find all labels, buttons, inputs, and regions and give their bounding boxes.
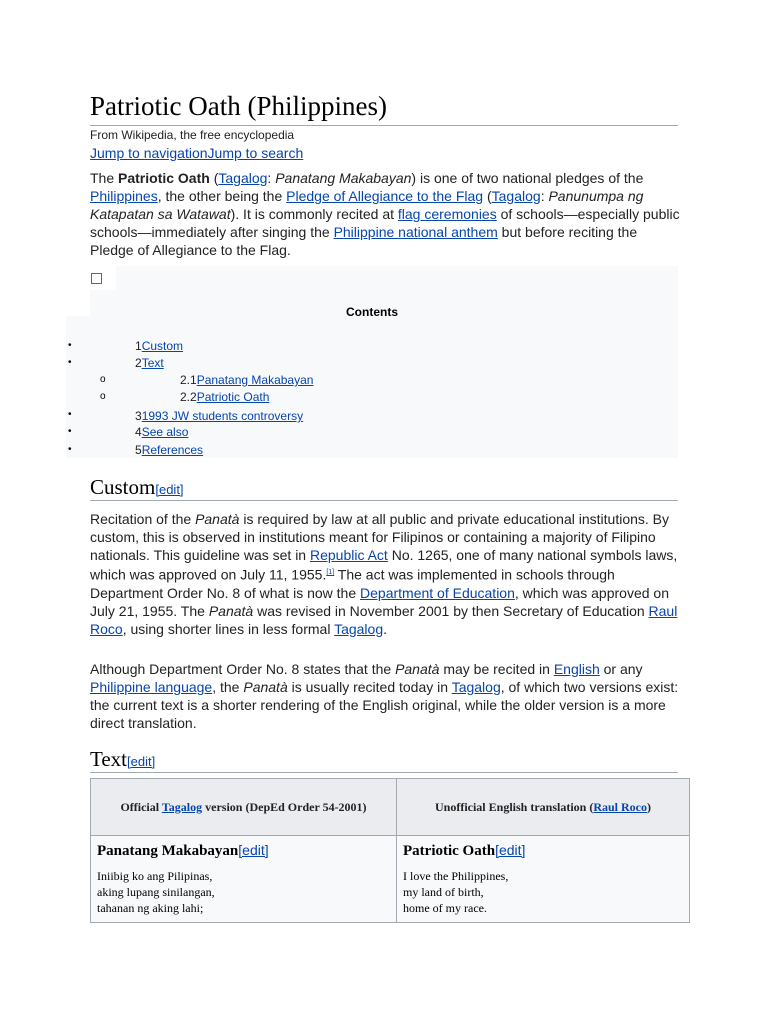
jump-to-navigation-link[interactable]: Jump to navigation <box>90 145 208 161</box>
tagalog-header-link[interactable]: Tagalog <box>161 799 203 814</box>
anthem-link[interactable]: Philippine national anthem <box>333 224 498 240</box>
tagline: From Wikipedia, the free encyclopedia <box>90 128 295 142</box>
toc-bullet: • <box>68 444 72 455</box>
verse-line: tahanan ng aking lahi; <box>97 901 204 915</box>
philippines-link[interactable]: Philippines <box>90 188 158 204</box>
tagalog-link-3[interactable]: Tagalog <box>334 620 384 637</box>
toc-item-jw-controversy[interactable]: 31993 JW students controversy <box>135 409 304 423</box>
section-heading-custom: Custom[edit] <box>90 475 184 499</box>
edit-text-link[interactable]: [edit] <box>127 754 156 769</box>
republic-act-link[interactable]: Republic Act <box>309 547 388 563</box>
verse-line: I love the Philippines, <box>403 869 509 883</box>
verse-line: Iniibig ko ang Pilipinas, <box>97 869 213 883</box>
table-of-contents <box>66 266 678 458</box>
toc-bullet: • <box>68 357 72 368</box>
custom-paragraph-1: Recitation of the Panatà is required by law at all public and private educational institutions. By custom, this is observed in institutions meant for Filipinos or containing a majority of Filipino nationals. This guideline was set in Republic Act No. 1265, one of many national symbols laws, which was approved on July 11, 1955.[1] The act was implemented in schools through Department Order No. 8 of what is now the Department of Education, which was approved on July 21, 1955. The Panatà was revised in November 2001 by then Secretary of Education Raul Roco, using shorter lines in less formal Tagalog. <box>90 511 678 637</box>
verse-line: aking lupang sinilangan, <box>97 885 215 899</box>
cell-title: Panatang Makabayan <box>97 843 239 859</box>
toc-bullet: • <box>68 340 72 351</box>
jump-to-search-link[interactable]: Jump to search <box>207 145 304 161</box>
toc-item-references[interactable]: 5References <box>135 443 204 457</box>
cell-title: Patriotic Oath <box>403 843 496 859</box>
toc-bullet-open: o <box>100 391 106 402</box>
raul-roco-link[interactable]: Raul Roco <box>90 602 678 637</box>
verse-line: my land of birth, <box>403 885 484 899</box>
table-cell-english <box>397 836 690 923</box>
toc-item-see-also[interactable]: 4See also <box>135 425 189 439</box>
title-rule <box>90 125 678 126</box>
section-heading-text: Text[edit] <box>90 747 156 771</box>
toc-item-patriotic-oath[interactable]: 2.2Patriotic Oath <box>180 390 270 404</box>
toc-item-text[interactable]: 2Text <box>135 356 164 370</box>
edit-custom-link[interactable]: [edit] <box>155 482 184 497</box>
table-cell-tagalog <box>91 836 397 923</box>
section-rule <box>90 500 678 501</box>
toc-toggle-checkbox[interactable] <box>91 273 102 284</box>
english-link[interactable]: English <box>553 661 600 677</box>
table-header-english: Unofficial English translation (Raul Roco) <box>397 779 690 836</box>
tagalog-link[interactable]: Tagalog <box>218 170 268 186</box>
raul-roco-header-link[interactable]: Raul Roco <box>593 799 648 814</box>
custom-paragraph-2: Although Department Order No. 8 states that the Panatà may be recited in English or any Philippine language, the Panatà is usually recited today in Tagalog, of which two versions exist: the current text is a shorter rendering of the English original, while the older version is a more direct translation. <box>90 661 679 731</box>
toc-item-custom[interactable]: 1Custom <box>135 339 184 353</box>
jump-links <box>90 145 303 161</box>
deped-link[interactable]: Department of Education <box>360 584 515 601</box>
edit-panatang-link[interactable]: [edit] <box>238 842 269 858</box>
oath-table <box>90 778 690 923</box>
page-title: Patriotic Oath (Philippines) <box>90 91 387 121</box>
flag-ceremonies-link[interactable]: flag ceremonies <box>397 206 497 222</box>
section-rule <box>90 772 678 773</box>
toc-bullet-open: o <box>100 374 106 385</box>
intro-paragraph: The Patriotic Oath (Tagalog: Panatang Makabayan) is one of two national pledges of the Philippines, the other being the Pledge of Allegiance to the Flag (Tagalog: Panunumpa ng Katapatan sa Watawat). It is commonly recited at flag ceremonies of schools—especially public schools—immediately after singing the Philippine national anthem but before reciting the Pledge of Allegiance to the Flag. <box>90 170 680 258</box>
toc-title: Contents <box>346 305 398 319</box>
edit-patriotic-oath-link[interactable]: [edit] <box>495 842 526 858</box>
toc-item-panatang-makabayan[interactable]: 2.1Panatang Makabayan <box>180 373 314 387</box>
tagalog-link-2[interactable]: Tagalog <box>491 188 541 204</box>
reference-1-link[interactable]: [1] <box>326 569 335 576</box>
tagalog-link-4[interactable]: Tagalog <box>451 679 501 695</box>
toc-bullet: • <box>68 426 72 437</box>
philippine-language-link[interactable]: Philippine language <box>90 679 213 695</box>
verse-line: home of my race. <box>403 901 487 915</box>
toc-bullet: • <box>68 409 72 420</box>
pledge-link[interactable]: Pledge of Allegiance to the Flag <box>286 188 484 204</box>
table-header-tagalog: Official Tagalog version (DepEd Order 54-2001) <box>91 779 397 836</box>
